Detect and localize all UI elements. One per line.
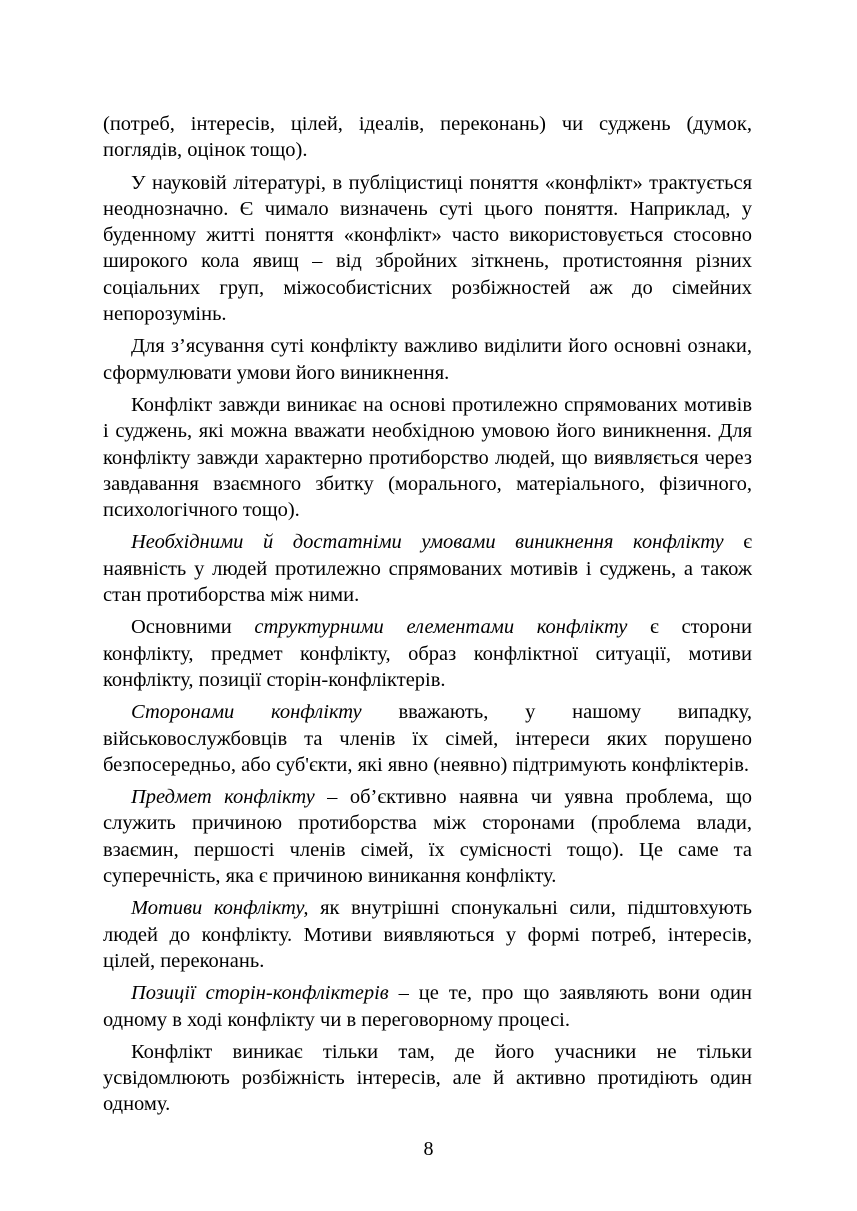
- paragraph-6: Основними структурними елементами конфлікту є сторони конфлікту, предмет конфлікту, образ конфліктної ситуації, мотиви конфлікту, позиції сторін-конфліктерів.: [103, 616, 752, 691]
- paragraph-5: Необхідними й достатніми умовами виникнення конфлікту є наявність у людей протилежно спрямованих мотивів і суджень, а також стан протиборства між ними.: [103, 531, 752, 607]
- page-body: [103, 111, 752, 1124]
- paragraph-8: Предмет конфлікту – об’єктивно наявна чи уявна проблема, що служить причиною протиборства між сторонами (проблема влади, взаємин, першості членів сімей, їх сумісності тощо). Це саме та суперечність, яка є причиною виникання конфлікту.: [103, 786, 752, 888]
- paragraph-2: У науковій літературі, в публіцистиці поняття «конфлікт» трактується неоднозначно. Є чимало визначень суті цього поняття. Наприклад, у буденному житті поняття «конфлікт» часто використовується стосовно широкого кола явищ – від збройних зіткнень, протистояння різних соціальних груп, міжособистісних розбіжностей аж до сімейних непорозумінь.: [103, 171, 752, 326]
- paragraph-11: Конфлікт виникає тільки там, де його учасники не тільки усвідомлюють розбіжність інтересів, але й активно протидіють один одному.: [103, 1040, 752, 1116]
- paragraph-9: Мотиви конфлікту, як внутрішні спонукальні сили, підштовхують людей до конфлікту. Мотиви виявляються у формі потреб, інтересів, цілей, переконань.: [103, 897, 753, 972]
- paragraph-1: (потреб, інтересів, цілей, ідеалів, переконань) чи суджень (думок, поглядів, оцінок тощо).: [103, 113, 752, 162]
- paragraph-3: Для з’ясування суті конфлікту важливо виділити його основні ознаки, сформулювати умови його виникнення.: [103, 335, 752, 384]
- paragraph-4: Конфлікт завжди виникає на основі протилежно спрямованих мотивів і суджень, які можна вважати необхідною умовою його виникнення. Для конфлікту завжди характерно протиборство людей, що виявляється через завдавання взаємного збитку (морального, матеріального, фізичного, психологічного тощо).: [103, 393, 752, 522]
- paragraph-10: Позиції сторін-конфліктерів – це те, про що заявляють вони один одному в ході конфлікту чи в переговорному процесі.: [103, 982, 752, 1031]
- page-number: 8: [423, 1138, 434, 1160]
- paragraph-7: Сторонами конфлікту вважають, у нашому випадку, військовослужбовців та членів їх сімей, інтереси яких порушено безпосередньо, або суб'єкти, які явно (неявно) підтримують конфліктерів.: [103, 701, 753, 776]
